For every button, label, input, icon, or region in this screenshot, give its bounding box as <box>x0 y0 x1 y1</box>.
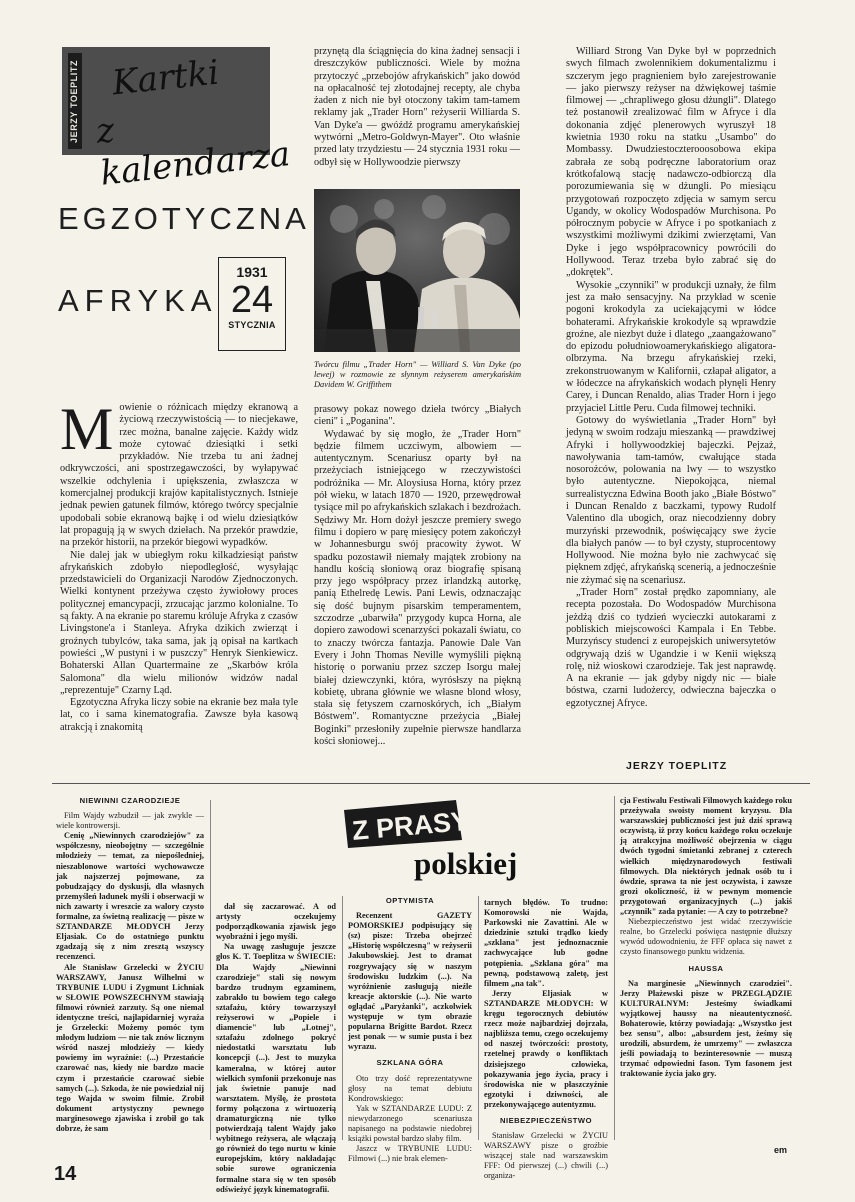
column-rule <box>342 896 343 1140</box>
press-paragraph: cja Festiwalu Festiwali Filmowych każdego roku przeżywała swoisty moment kryzysu. Dla warszawskiej publiczności jest już dziś sprawą oczywistą, iż przy końcu każdego roku oczekuje ją atrakcyjna możliwość obejrzenia w ciągu dwóch tygodni śmietanki zebranej z czterech wielkich międzynarodowych festiwali filmowych. Dla niektórych jednak osób tu i ówdzie, sprawa ta nie jest oczywista, i zawsze grozi okoliczność, iż w pewnym momencie przygotowań organizacyjnych (...) jakiś „czynnik" zada pytanie: — A czy to potrzebne? <box>620 796 792 917</box>
press-signoff: em <box>774 1145 788 1155</box>
press-heading: NIEBEZPIECZEŃSTWO <box>499 1115 593 1125</box>
article-paragraph: „Trader Horn" został prędko zapomniany, ale recepta pozostała. Do Wodospadów Murchisona jeżdżą dziś co tydzień wycieczki autokarami z pobliskich miejscowości Kampala i En Tebbe. Murzyńscy studenci z europejskich uniwersytetów odgrywają dziś w Ugandzie i w Kenii większą rolę, niż wioskowi czarodzieje. Tak jest naprawdę. A na ekranie — jak gdyby nigdy nic — białe bóstwa, czarni ludożercy, odwieczna bajeczka o egzotycznej Afryce. <box>566 587 776 709</box>
date-month: STYCZNIA <box>228 320 276 330</box>
press-paragraph: Recenzent GAZETY POMORSKIEJ podpisujący się (sz) pisze: Trzeba obejrzeć „Historię współczesną" w reżyserii Jakubowskiej. Jest to dramat rozgrywający się w naszym środowisku ludzkim (...). Na wyróżnienie zasługują nieźle kreacje aktorskie (...). Nie warto oglądać „Paryżanki", aczkolwiek występuje w tym obrazie popularna Brigitte Bardot. Rzecz jest ponak — w sumie pusta i bez wyrazu. <box>348 911 472 1052</box>
author-signature: JERZY TOEPLITZ <box>626 760 728 772</box>
article-column-2-bottom <box>314 404 521 777</box>
column-rule <box>210 800 211 1140</box>
article-column-2-top <box>314 46 520 184</box>
series-title-line1: Kartki <box>110 52 221 104</box>
date-day: 24 <box>230 279 274 321</box>
press-column-4 <box>484 898 608 1181</box>
article-paragraph: Nie dalej jak w ubiegłym roku kilkadziesiąt państw afrykańskich zdobyło niepodległość, wysyłając przedstawicieli do Organizacji Narodów Zjednoczonych. Wielki kontynent przeżywa często żywiołowy proces politycznej emancypacji, zrzucając jarzmo kolonialne. To są fakty. A na ekranie po staremu króluje Afryka z czasów Livingstone'a i Stanleya. Afryka dzikich zwierząt i groźnych tubylców, taka sama, jak ją opisał na kartkach powieści „W pustyni i w puszczy" Henryk Sienkiewicz. Bohaterski Allan Quartermaine ze „Skarbów króla Salomona" dla wielu milionów widzów nadal „reprezentuje" Czarny Ląd. <box>60 549 298 696</box>
article-paragraph: Gotowy do wyświetlania „Trader Horn" był jedyną w swoim rodzaju mieszanką — prawdziwej Afryki i hollywoodzkiej bajeczki. Pejzaż, nawoływania tam-tamów, cwałujące stada nosorożców, polowania na lwy — to wszystko było autentyczne. Niepokojąca, niemal surrealistyczna Edwina Booth jako „Białe Bóstwo" i Duncan Renaldo z baczkami, typowy Rudolf Valentino dla ubogich, oraz niecodzienny dobry murzyński przewodnik, poświęcający swe życie dla białych panów — to był czysty, stuprocentowy Hollywood. Nie można było nie zachwycać się pięknem zdjęć, afrykańską scenerią, a jednocześnie nie zżymać się na scenariusz. <box>566 414 776 586</box>
press-logo-line2: polskiej <box>414 846 518 881</box>
press-logo-line1: Z PRASY <box>350 805 471 846</box>
press-heading: HAUSSA <box>688 963 724 973</box>
photo-illustration <box>314 189 520 352</box>
press-paragraph: Film Wajdy wzbudził — jak zwykle — wiele kontrowersji. <box>56 811 204 831</box>
article-paragraph: Williard Strong Van Dyke był w poprzednich swych filmach zwolennikiem dokumentalizmu i szczerym jego pragnieniem było zarejestrowanie — jako pierwszy reżyser na dźwiękowej taśmie filmowej — „chrapliwego głosu dżungli". Dlatego też postanowił zrealizować film w Afryce i dla dokonania zdjęć plenerowych wyruszył 18 kwietnia 1930 roku na statku „Usambo" do Mombassy. Dwudziestoczterooosobowa ekipa zabrała ze sobą podręczne laboratorium oraz krótkofalową stację nadawczo-odbiorczą dla porozumiewania się w dżungli. Po miesiącu przygotowań rozpoczęto zdjęcia w samym sercu Ugandy, w okolicy Wodospadów Murchisona. Po półrocznym pobycie w Afryce i po spotkaniach z wszystkimi możliwymi dzikimi zwierzętami, Van Dyke i jego współpracownicy powrócili do Hollywood. Teraz trzeba było zabrać się do „dokrętek". <box>566 46 776 279</box>
article-paragraph: przynętą dla ściągnięcia do kina żadnej sensacji i dreszczyków publiczności. Wiele by można przytoczyć „przebojów afrykańskich" jako dowód na opłacalność tej złotodajnej recepty, ale chyba żaden z nich nie był otoczony takim tam-tamem reklamy jak „Trader Horn" reżyserii Williarda S. Van Dyke'a — gwóźdź programu amerykańskiej wytwórni „Metro-Goldwyn-Mayer". Oto właśnie przed laty trzydziestu — 24 stycznia 1931 roku — odbył się w Hollywoodzie pierwszy <box>314 46 520 168</box>
press-paragraph: Na uwagę zasługuje jeszcze głos K. T. Toeplitza w ŚWIECIE: Dla Wajdy „Niewinni czarodzieje" stali się nowym bardzo trudnym egzaminem, zabrakło tu bowiem tego całego sztafażu, który towarzyszył reżyserowi w „Popiele i diamencie" lub „Lotnej", sztafażu zdolnego pokryć niedostatki warsztatu lub koncepcji (...). Jest to muzyka kameralna, w której autor wielkich symfonii przekonuje nas jak świetnie panuje nad warsztatem. Myślę, że prostota formy połączona z wirtuozerią dramaturgiczną nie tylko potwierdzają talent Wajdy jako wybitnego reżysera, ale włączają go również do tego nurtu w kinie europejskim, który nakładając sobie surowe ograniczenia formalne stara się w ten sposób odświeżyć język kinematografii. <box>216 942 336 1194</box>
article-photo <box>314 189 520 352</box>
press-paragraph: Ale Stanisław Grzelecki w ŻYCIU WARSZAWY, Janusz Wilhelmi w TRYBUNIE LUDU i Zygmunt Lichniak w SŁOWIE POWSZECHNYM stawiają filmowi również zarzuty. Są one niemal identyczne treści, najlapidarniej wyraża je Grzelecki: Możemy pomóc tym młodym ludziom — nie tak znów licznym wśród naszej młodzieży — kiedy powiemy im wyraźnie: (...) Przestańcie czarować nas, kiedy nie bardzo macie czym i przestańcie czarować siebie samych (...). Szkoda, że nie powiedział nij tego Wajda w swoim filmie. Zrobił dokument artystyczny pewnego marginesowego zjawiska i zrobił go tak dobrze, że sam <box>56 962 204 1133</box>
press-paragraph: tarnych błędów. To trudno: Komorowski nie Wajda, Parkowski nie Zavattini. Ale w dziedzinie sztuki trądko kiedy „szklana" jest jednoznacznie zachwycające lub godne potępienia. „Szklana góra" ma pewną, podstawową zaletę, jest filmem „na tak". <box>484 898 608 988</box>
press-paragraph: dał się zaczarować. A od artysty oczekujemy podporządkowania zjawisk jego wyobraźni i jego myśli. <box>216 902 336 942</box>
article-paragraph: Egzotyczna Afryka liczy sobie na ekranie bez mała tyle lat, co i sama kinematografia. Zawsze była kasową atrakcją i znakomitą <box>60 697 298 733</box>
press-column-1 <box>56 796 204 1148</box>
article-title-line2: AFRYKA <box>58 283 218 318</box>
photo-caption: Twórcu filmu „Trader Horn" — Williard S. Van Dyke (po lewej) w rozmowie ze słynnym reżyserem amerykańskim Davidem W. Griffithem <box>314 360 521 389</box>
article-column-3 <box>566 46 776 752</box>
press-paragraph: Na marginesie „Niewinnych czarodziei". Jerzy Płażewski pisze w PRZEGLĄDZIE KULTURALNYM: Jesteśmy świadkami wyjątkowej haussy na nieautentyczność. Bohaterowie, którzy powiadają: „Wszystko jest bez sensu", albo: „absurdem jest, żeśmy się urodzili, absurdem, że umrzemy" — zwłaszcza jeśli powiadają to bezinteresownie — muszą trzymać odpowiedni fason. Tym fasonem jest traktowanie życia jako gry. <box>620 978 792 1079</box>
press-column-2 <box>216 902 336 1194</box>
date-year: 1931 <box>236 264 268 280</box>
article-paragraph: owienie o różnicach między ekranową a życiową rzeczywistością — to niecjekawe, rzec można, banalne zajęcie. Każdy widz może cytować dziesiątki i setki przykładów. Nie trzeba tu ani żadnej odkrywczości, ani spostrzegawczości, by wyłapywać wszelkie odchylenia i upiększenia, zwłaszcza w komercjalnej produkcji krajów kapitalistycznych. Istnieje jednak pewien gatunek filmów, którego twórcy specjalnie upodobali sobie ekranową bajkę i od wielu dziesiątków lat propagują ją w swych dziełach. Na przekór prawdzie, na przekór historii, na przekór biegowi wypadków. <box>60 402 298 549</box>
series-title-line2: z kalendarza <box>94 110 293 194</box>
press-paragraph: Yak w SZTANDARZE LUDU: Z niewydarzonego scenariusza napisanego na podstawie niedobrej książki powstał bardzo słaby film. <box>348 1103 472 1144</box>
press-paragraph: Jaszcz w TRYBUNIE LUDU: Filmowi (...) nie brak elemen- <box>348 1144 472 1164</box>
press-paragraph: Oto trzy dość reprezentatywne głosy na temat debiutu Kondrowskiego: <box>348 1073 472 1103</box>
article-column-1 <box>60 396 298 777</box>
article-paragraph: Wydawać by się mogło, że „Trader Horn" będzie filmem uczciwym, albowiem — autentycznym. Scenariusz oparty był na przeżyciach istniejącego w rzeczywistości podróżnika — Mr. Aloysiusa Horna, który przez pół wieku, w latach 1870 — 1920, przewędrował tysiące mil po afrykańskich szlakach i bezdrożach. Sędziwy Mr. Horn dożył jeszcze premiery swego filmu i dopiero w parę miesięcy potem zakończył w Johannesburgu swój pracowity żywot. W spadku pozostawił niemały majątek zrobiony na handlu kością słoniową oraz biografię spisaną przy jego współpracy przez irlandzką autorkę, panią Ethelredę Lewis. Pani Lewis, odznaczając się dość bujnym pisarskim temperamentem, szczodrze „ubarwiła" przygody kupca Horna, ale dopiero zawodowi scenarzyści pokazali światu, co to znaczy twórcza fantazja. Panowie Dale Van Every i John Thomas Neville wymyślili piękną historię o porwaniu przez szczep Isorgu małej białej dziewczynki, która, wyrósłszy na piękną kobietę, ubrana głównie we własne blond włosy, stała się fetyszem czarnoskórych, ich „Białym Bóstwem". Romantyczne przeżycia „Białej Boginki" przesłoniły zupełnie pierwsze handlarza kości słoniowej... <box>314 428 521 748</box>
author-vertical-text: JERZY TOEPLITZ <box>69 59 79 143</box>
drop-cap: M <box>60 396 114 462</box>
press-paragraph: Stanisław Grzelecki w ŻYCIU WARSZAWY pisze o groźbie wiszącej stale nad warszawskim FFF: Od pierwszej (...) chwili (...) organiza- <box>484 1131 608 1181</box>
press-logo-graphic <box>338 796 544 896</box>
press-column-3 <box>348 896 472 1164</box>
section-divider <box>52 783 810 784</box>
press-paragraph: Jerzy Eljasiak w SZTANDARZE MŁODYCH: W kręgu tegorocznych debiutów rzecz może najbardziej dojrzała, najbliższa temu, czego oczekujemy od naszej twórczości: prostoty, rzetelnej prawdy o konfliktach dzisiejszego człowieka, pokazywania jego życia, pracy i środowiska nie w płaszczyźnie egzotyki i dziwności, ale przekonywającego autentyzmu. <box>484 988 608 1109</box>
press-heading: SZKLANA GÓRA <box>376 1058 444 1068</box>
page-number: 14 <box>54 1163 77 1185</box>
series-title-script <box>92 52 293 194</box>
date-box <box>218 257 286 351</box>
article-paragraph: Wysokie „czynniki" w produkcji uznały, że film jest za mało sensacyjny. Na przykład w scenie pogoni krokodyla za uciekającymi w łódce bohaterami. Afrykańskie krokodyle są wprawdzie groźne, ale niezbyt duże i dlatego „zaangażowano" do epizodu południowoamerykańskiego aligatora-olbrzyma. Na brzegu afrykańskiej rzeki, zrekonstruowanym w Kalifornii, człapał aligator, a w łódeczce na afrykańskich wodach płynęli Henry Carey, i Duncan Renaldo, alias Trader Horn i jego przyjaciel Little Peru. Cuda filmowej techniki. <box>566 279 776 414</box>
press-heading: NIEWINNI CZARODZIEJE <box>79 796 181 805</box>
press-column-5 <box>620 796 792 1144</box>
article-title-line1: EGZOTYCZNA <box>58 201 310 236</box>
column-rule <box>614 796 615 1140</box>
press-paragraph: Niebezpieczeństwo jest widać rzeczywiście realne, bo Grzelecki poświęca następnie dłuższy wywód udowodnieniu, że FFF opłaca się nawet z czysto finansowego punktu widzenia. <box>620 917 792 957</box>
article-paragraph: prasowy pokaz nowego dzieła twórcy „Białych cieni" i „Poganina". <box>314 404 521 428</box>
press-heading: OPTYMISTA <box>385 896 435 905</box>
column-rule <box>478 896 479 1140</box>
author-vertical-band <box>68 53 82 149</box>
press-paragraph: Cenię „Niewinnych czarodziejów" za współczesny, nieobojętny — szczególnie młodzieży — temat, za niepośledniej, nieszablonowe wartości wychowawcze jak najszerzej pojmowane, za pobudzający do dyskusji, dla własnych przemyśleń ładunek myśli i obserwacji w nich zawarty i wreszcie za walory czysto formalne, za świetną realizację — pisze w SZTANDARZE MŁODYCH Jerzy Eljasiak. Co do ostatniego punktu zgadzają się z nim zresztą wszyscy recenzenci. <box>56 831 204 962</box>
press-review-logo <box>338 796 544 896</box>
series-header-box <box>62 47 293 194</box>
